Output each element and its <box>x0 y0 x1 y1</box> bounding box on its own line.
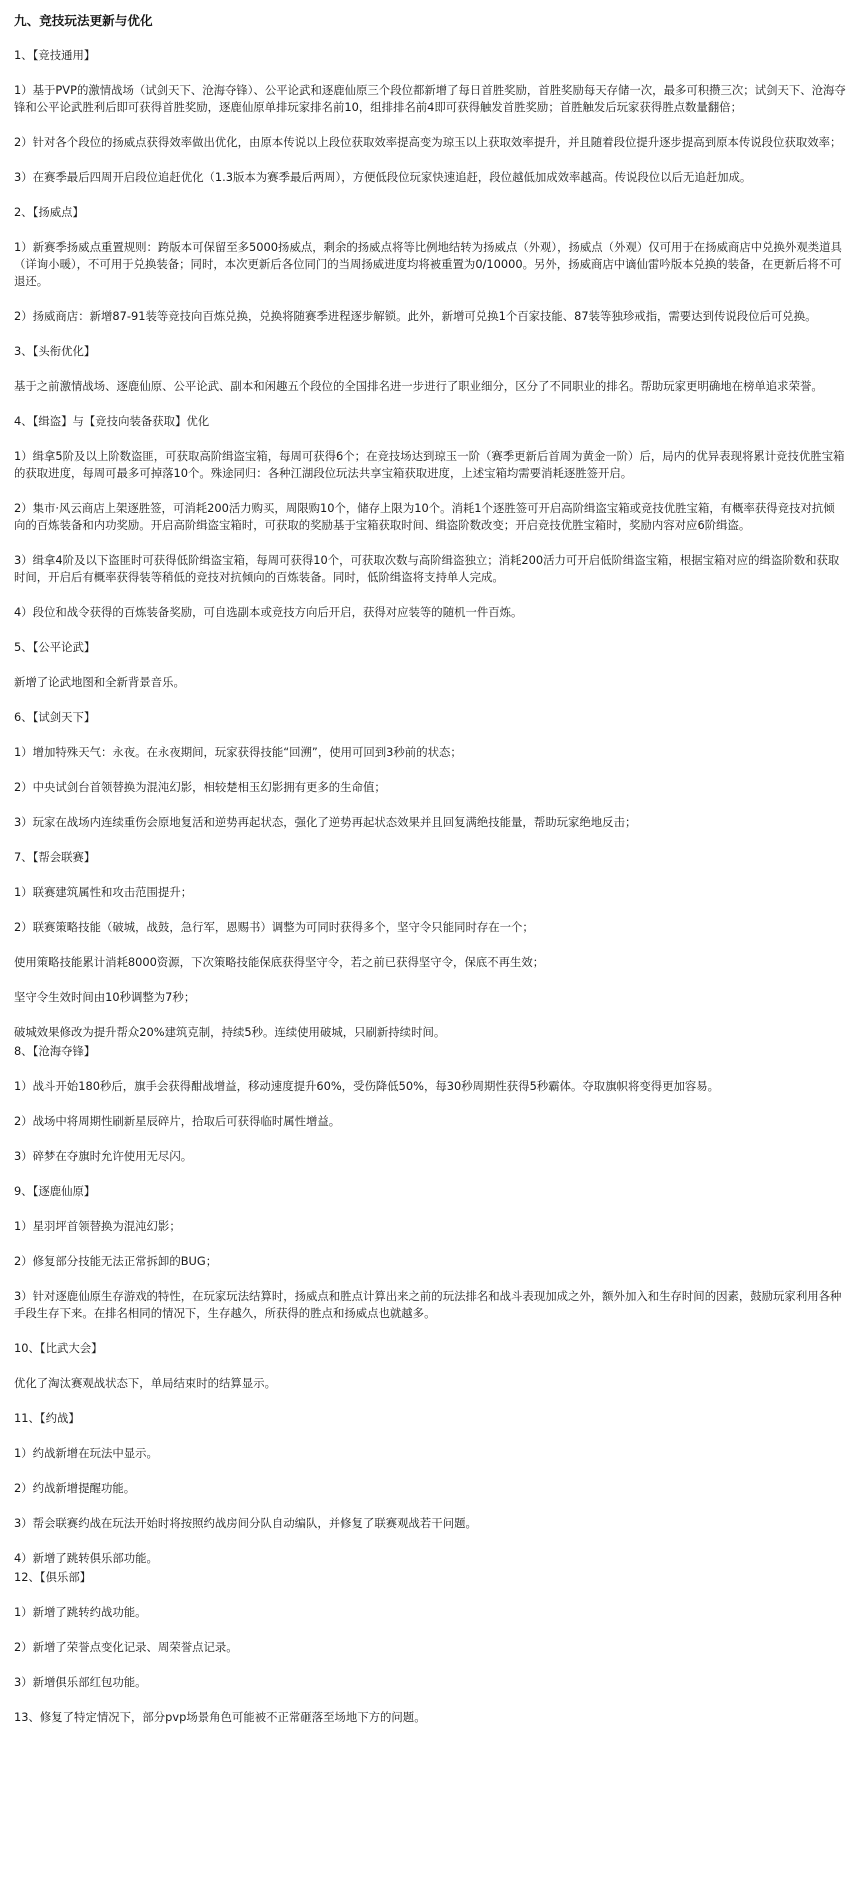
paragraph: 13、修复了特定情况下，部分pvp场景角色可能被不正常砸落至场地下方的问题。 <box>14 1710 426 1724</box>
paragraph: 1）基于PVP的激情战场（试剑天下、沧海夺锋）、公平论武和逐鹿仙原三个段位都新增了每日首胜奖励，首胜奖励每天存储一次，最多可积攒三次；试剑天下、沧海夺锋和公平论武胜利后即可获得首胜奖励，逐鹿仙原单排玩家排名前10，组排排名前4即可获得触发首胜奖励；首胜触发后玩家获得胜点数量翻倍； <box>14 83 846 114</box>
paragraph: 2）中央试剑台首领替换为混沌幻影，相较楚相玉幻影拥有更多的生命值； <box>14 780 386 794</box>
subsection-heading: 2、【扬威点】 <box>14 205 84 219</box>
paragraph: 3）针对逐鹿仙原生存游戏的特性，在玩家玩法结算时，扬威点和胜点计算出来之前的玩法排名和战斗表现加成之外，额外加入和生存时间的因素，鼓励玩家利用各种手段生存下来。在排名相同的情况下，生存越久，所获得的胜点和扬威点也就越多。 <box>14 1289 842 1320</box>
paragraph: 3）玩家在战场内连续重伤会原地复活和逆势再起状态，强化了逆势再起状态效果并且回复满绝技能量，帮助玩家绝地反击； <box>14 815 637 829</box>
subsection-heading: 7、【帮会联赛】 <box>14 850 96 864</box>
paragraph: 1）增加特殊天气：永夜。在永夜期间，玩家获得技能“回溯”，使用可回到3秒前的状态； <box>14 745 462 759</box>
subsection-heading: 10、【比武大会】 <box>14 1341 103 1355</box>
paragraph: 2）扬威商店：新增87-91装等竞技向百炼兑换，兑换将随赛季进程逐步解锁。此外，新增可兑换1个百家技能、87装等独珍戒指，需要达到传说段位后可兑换。 <box>14 309 817 323</box>
paragraph: 3）新增俱乐部红包功能。 <box>14 1675 147 1689</box>
paragraph: 新增了论武地图和全新背景音乐。 <box>14 675 185 689</box>
subsection-heading: 5、【公平论武】 <box>14 640 96 654</box>
section-title: 九、竞技玩法更新与优化 <box>14 13 153 28</box>
paragraph: 1）联赛建筑属性和攻击范围提升； <box>14 885 193 899</box>
paragraph: 4）新增了跳转俱乐部功能。 <box>14 1551 158 1565</box>
subsection-heading: 4、【缉盗】与【竞技向装备获取】优化 <box>14 414 210 428</box>
paragraph: 3）缉拿4阶及以下盗匪时可获得低阶缉盗宝箱，每周可获得10个，可获取次数与高阶缉盗独立；消耗200活力可开启低阶缉盗宝箱，根据宝箱对应的缉盗阶数和获取时间，开启后有概率获得装等稍低的竞技对抗倾向的百炼装备。同时，低阶缉盗将支持单人完成。 <box>14 553 840 584</box>
paragraph: 1）战斗开始180秒后，旗手会获得酣战增益，移动速度提升60%，受伤降低50%，每30秒周期性获得5秒霸体。夺取旗帜将变得更加容易。 <box>14 1079 720 1093</box>
paragraph: 3）碎梦在夺旗时允许使用无尽闪。 <box>14 1149 193 1163</box>
paragraph: 坚守令生效时间由10秒调整为7秒； <box>14 990 196 1004</box>
paragraph: 2）约战新增提醒功能。 <box>14 1481 136 1495</box>
paragraph: 2）集市·风云商店上架逐胜签，可消耗200活力购买，周限购10个，储存上限为10个。消耗1个逐胜签可开启高阶缉盗宝箱或竞技优胜宝箱，有概率获得竞技对抗倾向的百炼装备和内功奖励。开启高阶缉盗宝箱时，可获取的奖励基于宝箱获取时间、缉盗阶数改变；开启竞技优胜宝箱时，奖励内容对应6阶缉盗。 <box>14 501 835 532</box>
subsection-heading: 9、【逐鹿仙原】 <box>14 1184 96 1198</box>
section-body <box>14 47 846 1726</box>
paragraph: 1）新增了跳转约战功能。 <box>14 1605 147 1619</box>
paragraph: 3）在赛季最后四周开启段位追赶优化（1.3版本为赛季最后两周），方便低段位玩家快速追赶，段位越低加成效率越高。传说段位以后无追赶加成。 <box>14 170 752 184</box>
paragraph: 1）星羽坪首领替换为混沌幻影； <box>14 1219 181 1233</box>
paragraph: 2）新增了荣誉点变化记录、周荣誉点记录。 <box>14 1640 238 1654</box>
paragraph: 使用策略技能累计消耗8000资源，下次策略技能保底获得坚守令，若之前已获得坚守令，保底不再生效； <box>14 955 545 969</box>
paragraph: 3）帮会联赛约战在玩法开始时将按照约战房间分队自动编队，并修复了联赛观战若干问题。 <box>14 1516 477 1530</box>
subsection-heading: 1、【竞技通用】 <box>14 48 96 62</box>
paragraph: 2）修复部分技能无法正常拆卸的BUG； <box>14 1254 218 1268</box>
paragraph: 基于之前激情战场、逐鹿仙原、公平论武、副本和闲趣五个段位的全国排名进一步进行了职业细分，区分了不同职业的排名。帮助玩家更明确地在榜单追求荣誉。 <box>14 379 823 393</box>
paragraph: 1）约战新增在玩法中显示。 <box>14 1446 158 1460</box>
paragraph: 2）战场中将周期性刷新星辰碎片，拾取后可获得临时属性增益。 <box>14 1114 341 1128</box>
paragraph: 4）段位和战令获得的百炼装备奖励，可自选副本或竞技方向后开启，获得对应装等的随机一件百炼。 <box>14 605 523 619</box>
subsection-heading: 8、【沧海夺锋】 <box>14 1044 96 1058</box>
paragraph: 1）新赛季扬威点重置规则：跨版本可保留至多5000扬威点，剩余的扬威点将等比例地结转为扬威点（外观），扬威点（外观）仅可用于在扬威商店中兑换外观类道具（详询小暖），不可用于兑换装备；同时，本次更新后各位同门的当周扬威进度均将被重置为0/10000。另外，扬威商店中谪仙雷吟版本兑换的装备，在更新后将不可退还。 <box>14 240 842 288</box>
subsection-heading: 3、【头衔优化】 <box>14 344 96 358</box>
paragraph: 1）缉拿5阶及以上阶数盗匪，可获取高阶缉盗宝箱，每周可获得6个；在竞技场达到琼玉一阶（赛季更新后首周为黄金一阶）后，局内的优异表现将累计竞技优胜宝箱的获取进度，每周可最多可掉落10个。殊途同归：各种江湖段位玩法共享宝箱获取进度，上述宝箱均需要消耗逐胜签开启。 <box>14 449 845 480</box>
subsection-heading: 12、【俱乐部】 <box>14 1570 92 1584</box>
document <box>14 12 846 1744</box>
paragraph: 2）针对各个段位的扬威点获得效率做出优化，由原本传说以上段位获取效率提高变为琼玉以上获取效率提升，并且随着段位提升逐步提高到原本传说段位获取效率； <box>14 135 842 149</box>
paragraph: 2）联赛策略技能（破城，战鼓，急行军，恩赐书）调整为可同时获得多个，坚守令只能同时存在一个； <box>14 920 534 934</box>
paragraph: 优化了淘汰赛观战状态下，单局结束时的结算显示。 <box>14 1376 276 1390</box>
subsection-heading: 6、【试剑天下】 <box>14 710 96 724</box>
subsection-heading: 11、【约战】 <box>14 1411 80 1425</box>
paragraph: 破城效果修改为提升帮众20%建筑克制，持续5秒。连续使用破城，只刷新持续时间。 <box>14 1025 446 1039</box>
